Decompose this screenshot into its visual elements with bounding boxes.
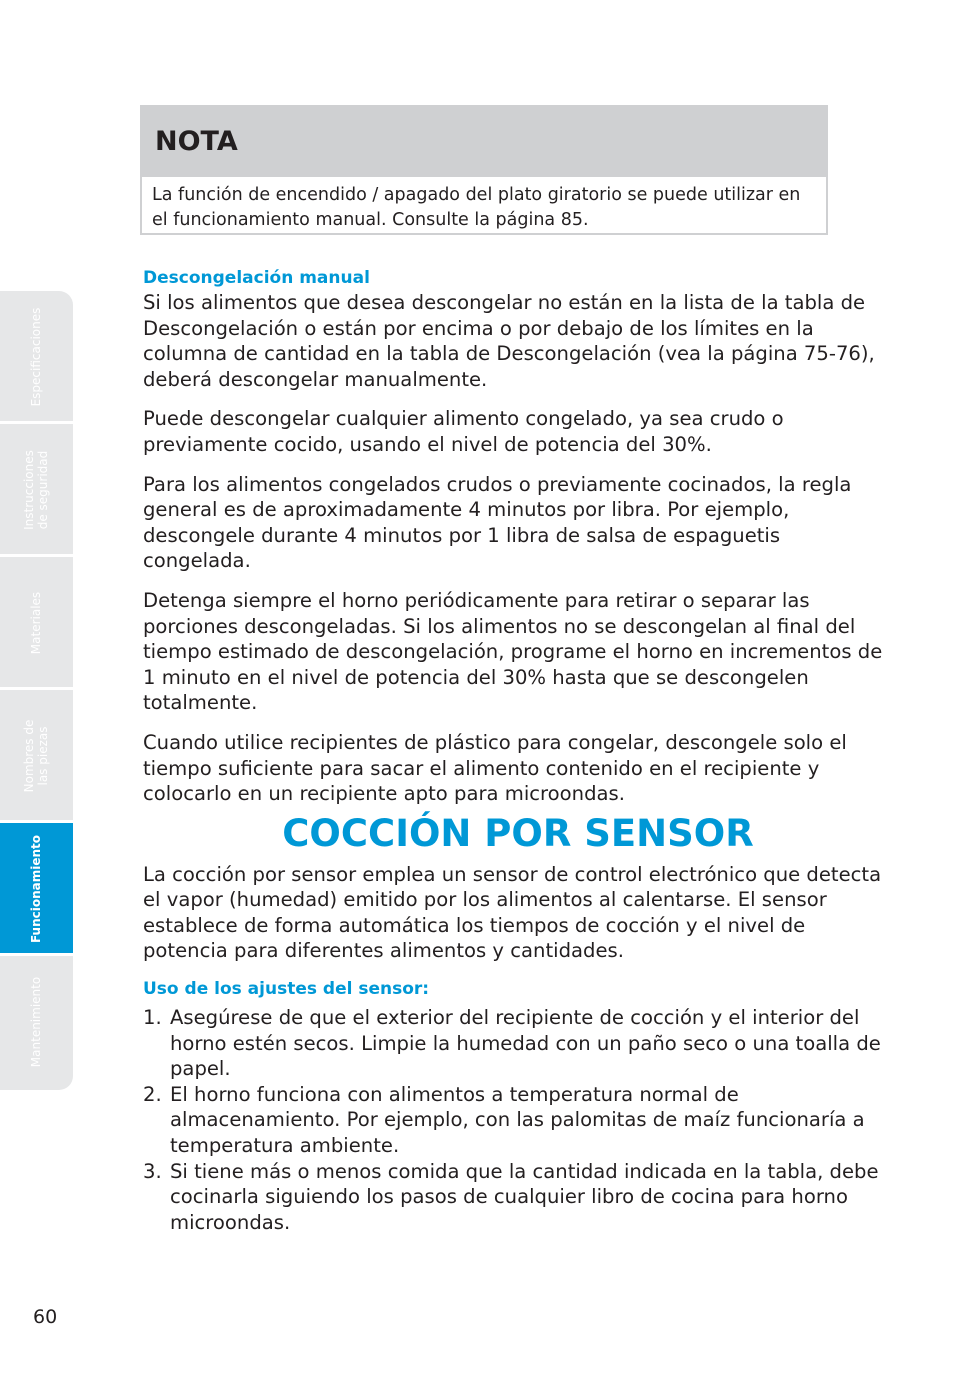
tab-label: Materiales (29, 591, 43, 655)
step-number: 2. (143, 1082, 162, 1106)
note-header (142, 107, 826, 177)
tab-label: Funcionamiento (29, 834, 43, 944)
step-number: 1. (143, 1006, 162, 1030)
tab-label: Instrucciones de seguridad (22, 450, 50, 530)
paragraph: Puede descongelar cualquier alimento congelado, ya sea crudo o previamente cocido, usando el nivel de potencia del 30%. (143, 407, 784, 456)
step-number: 3. (143, 1159, 162, 1183)
tab-label: Mantenimiento (29, 976, 43, 1068)
tab-mantenimiento[interactable] (0, 956, 73, 1090)
main-content (143, 266, 893, 1235)
note-box (140, 105, 828, 235)
sensor-steps-list (143, 1005, 893, 1235)
note-title: NOTA (155, 126, 238, 157)
sensor-cooking-title: COCCIÓN POR SENSOR (282, 811, 754, 855)
paragraph: Cuando utilice recipientes de plástico para congelar, descongele solo el tiempo suficiente para sacar el alimento contenido en el recipiente y colocarlo en un recipiente apto para microondas. (143, 730, 847, 806)
sensor-settings-heading: Uso de los ajustes del sensor: (143, 979, 430, 1000)
tab-label: Nombres de las piezas (22, 719, 50, 793)
list-item (143, 1159, 893, 1236)
step-text: Asegúrese de que el exterior del recipiente de cocción y el interior del horno estén secos. Limpie la humedad con un paño seco o una toalla de papel. (170, 1006, 881, 1081)
note-body: La función de encendido / apagado del plato giratorio se puede utilizar en el funcionamiento manual. Consulte la página 85. (152, 185, 801, 230)
section-tabs (0, 291, 73, 1090)
paragraph: Si los alimentos que desea descongelar no están en la lista de la tabla de Descongelación o están por encima o por debajo de los límites en la columna de cantidad en la tabla de Descongelación (vea la página 75-76), deberá descongelar manualmente. (143, 291, 875, 391)
list-item (143, 1082, 893, 1159)
tab-materiales[interactable] (0, 557, 73, 689)
step-text: El horno funciona con alimentos a temperatura normal de almacenamiento. Por ejemplo, con las palomitas de maíz funcionaría a temperatura ambiente. (170, 1082, 865, 1158)
tab-instrucciones-de-seguridad[interactable] (0, 424, 73, 556)
step-text: Si tiene más o menos comida que la cantidad indicada en la tabla, debe cocinarla siguiendo los pasos de cualquier libro de cocina para horno microondas. (170, 1159, 879, 1234)
page-number: 60 (33, 1306, 58, 1328)
paragraph: Para los alimentos congelados crudos o previamente cocinados, la regla general es de aproximadamente 4 minutos por libra. Por ejemplo, descongele durante 4 minutos por 1 libra de salsa de espaguetis congelada. (143, 472, 852, 573)
tab-especificaciones[interactable] (0, 291, 73, 423)
paragraph: Detenga siempre el horno periódicamente para retirar o separar las porciones descongeladas. Si los alimentos no se descongelan al final del tiempo estimado de descongelación, programe el horno en incrementos de 1 minuto en el nivel de potencia del 30% hasta que se descongelen totalmente. (143, 588, 883, 715)
tab-nombres-de-las-piezas[interactable] (0, 690, 73, 822)
manual-defrost-heading: Descongelación manual (143, 268, 370, 288)
list-item (143, 1005, 893, 1082)
tab-label: Especificaciones (29, 307, 43, 407)
manual-defrost-section (143, 290, 893, 807)
tab-funcionamiento[interactable] (0, 823, 73, 955)
sensor-cooking-intro: La cocción por sensor emplea un sensor de control electrónico que detecta el vapor (humedad) emitido por los alimentos al calentarse. El sensor establece de forma automática los tiempos de cocción y el nivel de potencia para diferentes alimentos y cantidades. (143, 862, 882, 963)
